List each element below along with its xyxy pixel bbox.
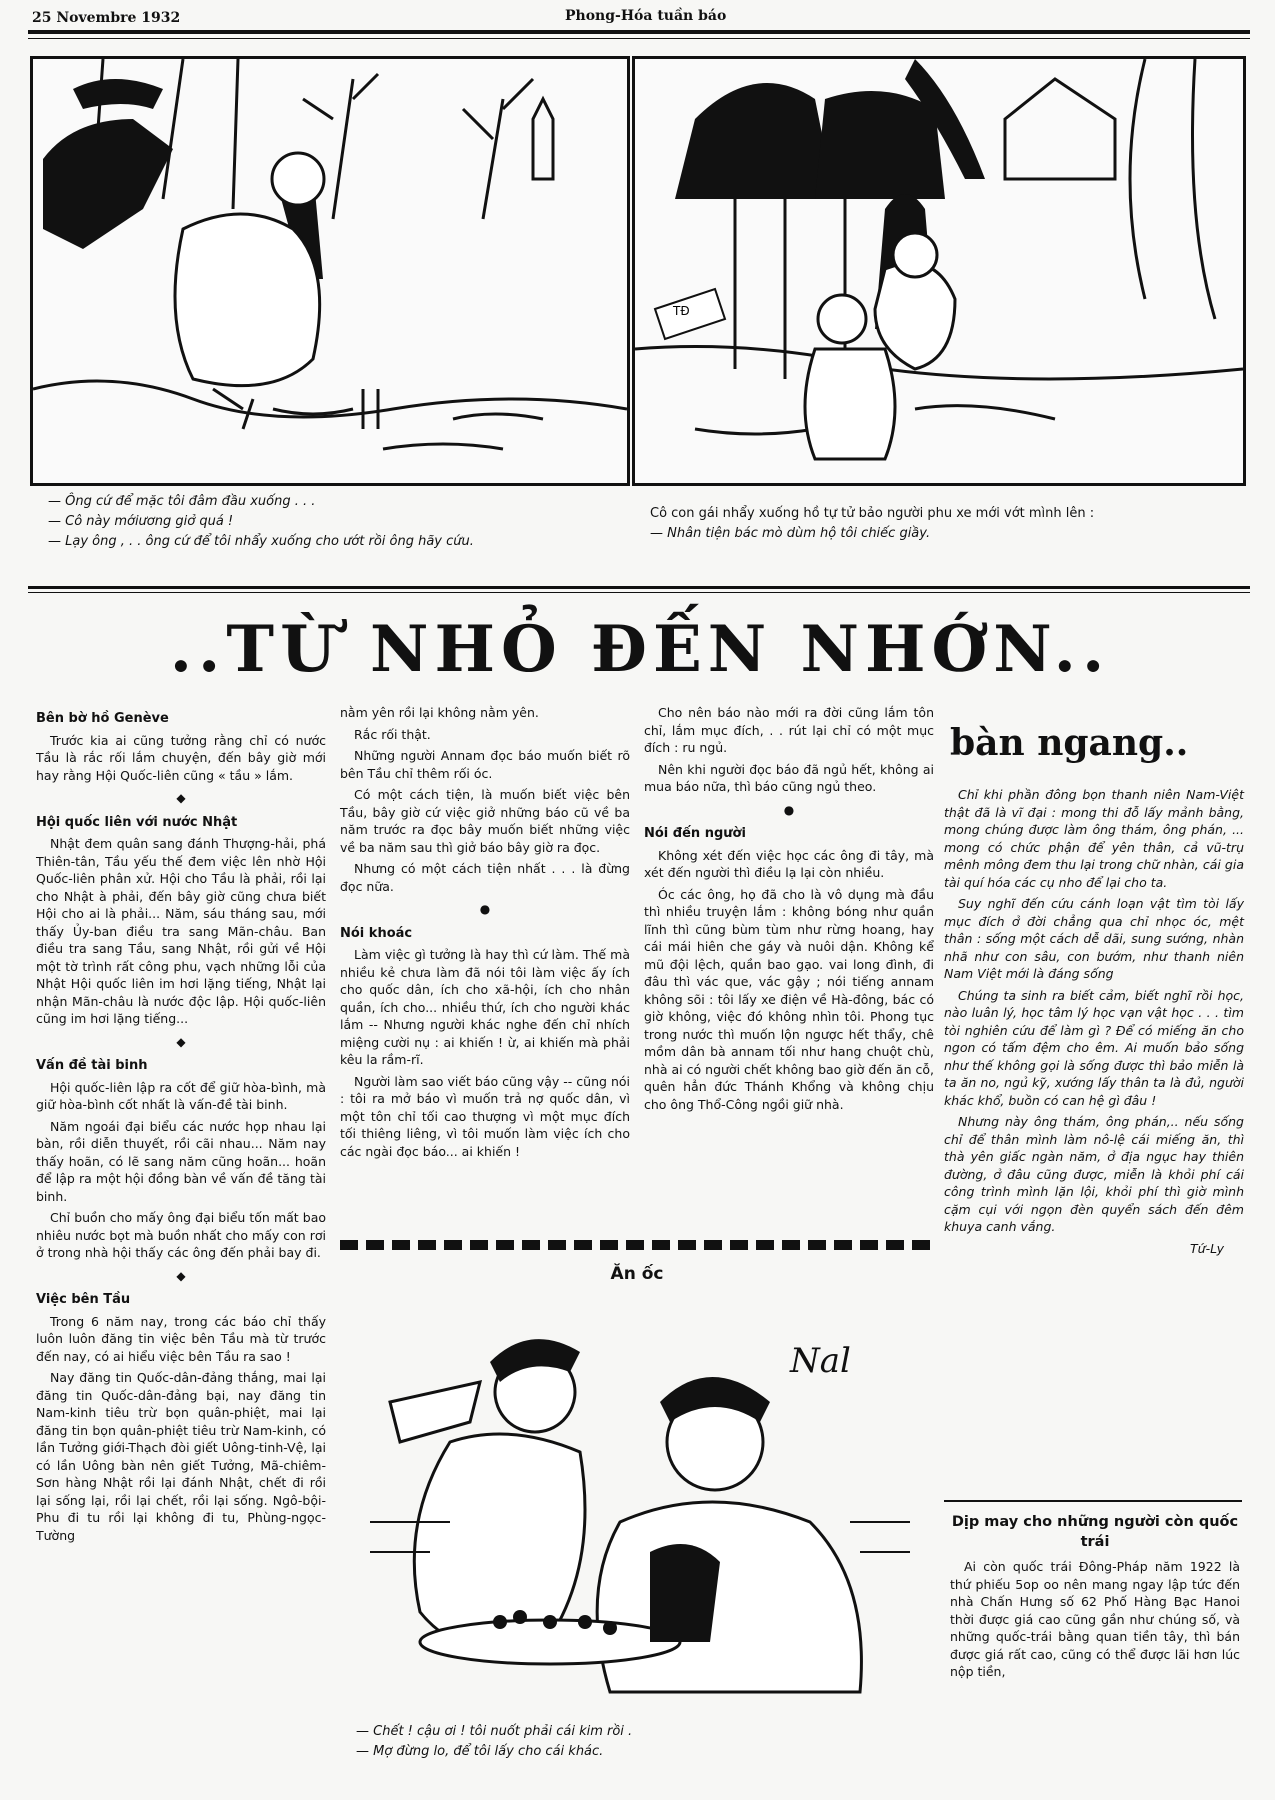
col1-para: Trong 6 năm nay, trong các báo chỉ thấy luôn luôn đăng tin việc bên Tầu mà từ trước đến nay, có ai hiểu việc bên Tầu ra sao ! [36,1313,326,1364]
col4-para: Suy nghĩ đến cứu cánh loạn vật tìm tòi lấy mục đích ở đời chẳng qua chỉ nhọc óc, mệt thân : sống một cách dễ dãi, sung sướng, nhàn nhã như con sâu, con bướm, như thanh niên Nam Việt mới là đáng sống [944,896,1244,981]
col4-para: Chúng ta sinh ra biết cảm, biết nghĩ rồi học, nào luân lý, học tâm lý học vạn vật học . . . tìm tòi nghiên cứu để làm gì ? Để có miếng ăn cho ngon có tấm đệm cho êm. Ai muốn bảo sống như thế không gọi là sống được thì bảo miễn là ta ăn no, ngủ kỹ, xướng lấy thân ta là đủ, người khác khổ, buồn có can hệ gì đâu ! [944,987,1244,1108]
cartoon-bottom-panel [350,1292,930,1710]
column-2 [340,704,630,1164]
section-rule-thin [28,592,1250,593]
column-4 [944,720,1244,1257]
col1-para: Năm ngoái đại biểu các nước họp nhau lại bàn, rồi diễn thuyết, rồi cãi nhau... Năm nay thấy hoãn, có lẽ sang năm cũng hoãn... hoãn để lập ra một hội đồng bàn về vấn đề tăng tài binh. [36,1118,326,1204]
col1-para: Nay đăng tin Quốc-dân-đảng thắng, mai lại đăng tin Quốc-dân-đảng bại, nay đăng tin Nam-kinh tiêu trừ bọn quân-phiệt, mai lại đăng tin bọn quân-phiệt tiêu trừ Nam-kinh, có lần Tưởng giới-Thạch đòi giết Uông-tinh-Vệ, lại có lần Uông bàn nên giết Tưởng, Mã-chiêm-Sơn hàng Nhật rồi lại đánh Nhật, chết đi rồi lại sống lại, rồi lại chết, rồi lại sống. Ngô-bội-Phu đi tu rồi lại không đi tu, Phùng-ngọc-Tường [36,1370,326,1543]
col2-para: Những người Annam đọc báo muốn biết rõ bên Tầu chỉ thêm rối óc. [340,748,630,781]
col1-heading-3: Vấn đề tài binh [36,1058,148,1073]
col1-heading-2: Hội quốc liên với nước Nhật [36,814,238,830]
col1-para: Nhật đem quân sang đánh Thượng-hải, phá Thiên-tân, Tầu yếu thế đem việc lên nhờ Hội Quốc-liên phân xử. Hội cho Tầu là phải, rồi lại cho Nhật à phải, đến bây giờ cũng chưa biết Hội cho ai là phải... Năm, sáu tháng sau, mới thấy Ủy-ban điều tra sang Mãn-châu. Ban điều tra sang Tầu, sang Nhật, rồi gửi về Hội một tờ trình rất công phu, vạch những lỗi của Nhật Hội quốc liên im hơi lặng tiếng, Nhật lại nhận Mãn-châu là nước độc lập. Hội quốc-liên cũng im hơi lặng tiếng... [36,836,326,1026]
col4-title: bàn ngang.. [950,722,1189,764]
col2-para: Rắc rối thật. [354,726,431,742]
ornament-diamond: ◆ [176,1268,186,1283]
ornament-diamond: ◆ [176,1034,186,1049]
header-date: 25 Novembre 1932 [32,10,181,26]
cartoon-right-drawing [635,59,1243,483]
col3-para: Cho nên báo nào mới ra đời cũng lắm tôn chỉ, lắm mục đích, . . rút lại chỉ có một mục đích : ru ngủ. [644,705,934,755]
cartoon-right-caption-line-1: Cô con gái nhẩy xuống hồ tự tử bảo người phu xe mới vớt mình lên : [650,506,1095,521]
dashed-divider [340,1240,934,1250]
col3-heading-1: Nói đến người [644,826,746,841]
cartoon-bottom-caption-line-1: — Chết ! cậu ơi ! tôi nuốt phải cái kim rồi . [356,1724,633,1739]
col3-para: Không xét đến việc học các ông đi tây, mà xét đến người thì điều lạ lại còn nhiều. [644,847,934,880]
col1-heading-1: Bên bờ hồ Genève [36,711,169,726]
section-rule [28,586,1250,589]
cartoon-left-panel [30,56,630,486]
col2-para: Có một cách tiện, là muốn biết việc bên Tầu, bây giờ cứ việc giở những báo cũ về ba năm trước ra đọc bây muốn biết những việc về ba năm sau thì giở báo bây giờ ra đọc. [340,787,630,855]
col1-para: Hội quốc-liên lập ra cốt để giữ hòa-bình, mà giữ hòa-bình cốt nhất là vấn-đề tài binh. [36,1079,326,1112]
col4-signature: Tứ-Ly [1190,1240,1224,1256]
col2-para: Nhưng có một cách tiện nhất . . . là đừng đọc nữa. [340,861,630,894]
ad-para: Ai còn quốc trái Đông-Pháp năm 1922 là thứ phiếu 5op oo nên mang ngay lập tức đến nhà Chấn Hưng số 62 Phố Hàng Bạc Hanoi thời được giá cao cũng gần như chúng số, và những quốc-trái bằng quan tiền tây, thì bán được giá rất cao, cũng có thể được lãi hơn lúc nộp tiền, [950,1559,1240,1679]
ad-title: Dịp may cho những người còn quốc trái [951,1514,1239,1550]
ornament-circle: ● [479,902,491,916]
cartoon-left-caption-line-1: — Ông cứ để mặc tôi đâm đầu xuống . . . [48,494,316,509]
cartoon-bottom-artist-signature: Nal [790,1341,851,1381]
cartoon-right-hat-label: TĐ [673,304,690,318]
cartoon-bottom-drawing [350,1292,930,1710]
col1-para: Chỉ buồn cho mấy ông đại biểu tốn mất bao nhiêu nước bọt mà buồn nhất cho mấy con rơi ở trong nhà hội thấy các ông đến phải bay đi. [36,1210,326,1260]
col4-divider [944,1500,1242,1502]
column-3 [644,704,934,1117]
col2-para: nằm yên rồi lại không nằm yên. [340,705,539,720]
header-rule [28,30,1250,34]
cartoon-right-caption [650,504,1240,544]
ad-box [950,1512,1240,1685]
col3-para: Óc các ông, họ đã cho là vô dụng mà đầu thì nhiều truyện lắm : không bóng như quần lĩnh thì cũng bùm tùm như rừng hoang, hay cái mái hiên che gáy và nuôi dận. Không kể mũ đội lệch, quần bao gạo. vai long đình, đi đâu thì vác que, vác gậy ; nói tiếng annam không sõi : tôi lấy xe điện về Hà-đông, bác có giờ không, việc đó không nhìn tôi. Phong tục trong nước thì muốn lộn ngược hết thẩy, chê mồm dân bà annam tối như hang chuột chù, nhà ai có người chết không bao giờ đến ăn cỗ, quên hẳn đức Thánh Khổng và không chịu cho ông Thổ-Công ngồi giữ nhà. [644,886,934,1112]
ornament-diamond: ◆ [176,791,186,805]
cartoon-bottom-caption-line-2: — Mợ đừng lo, để tôi lấy cho cái khác. [356,1744,604,1759]
cartoon-bottom-caption [356,1722,926,1762]
col2-heading-1: Nói khoác [340,925,413,941]
header-rule-thin [28,38,1250,39]
cartoon-right-hat [655,289,725,339]
cartoon-right-caption-line-2: — Nhân tiện bác mò dùm hộ tôi chiếc giầy. [650,526,931,541]
col2-para: Người làm sao viết báo cũng vậy -- cũng nói : tôi ra mở báo vì muốn trả nợ quốc dân, vì một tôn chỉ tối cao thượng vì một mục đích tối thiêng liêng, vì tôi muốn làm việc ích cho các ngài đọc báo... ai khiến ! [340,1073,630,1159]
ornament-circle: ● [783,802,795,817]
cartoon-left-caption-line-2: — Cô này mớiương giở quá ! [48,514,234,529]
col4-para: Nhưng này ông thám, ông phán,.. nếu sống chỉ để thân mình làm nô-lệ cái miếng ăn, thì thà yên giấc ngàn năm, ở địa ngục hay thiên đường, ở đâu cũng được, miễn là khỏi phí cái công trình mình lặn lội, khỏi phí thì giờ mình cặm cụi với ngọn đèn quyển sách đến đêm khuya canh vắng. [944,1114,1244,1234]
cartoon-left-drawing [33,59,627,483]
col1-para: Trước kia ai cũng tưởng rằng chỉ có nước Tầu là rắc rối lắm chuyện, đến bây giờ mới hay rằng Hội Quốc-liên cũng « tầu » lắm. [36,732,326,783]
col3-para: Nên khi người đọc báo đã ngủ hết, không ai mua báo nữa, thì báo cũng ngủ theo. [644,761,934,794]
cartoon-left-caption [48,492,618,552]
cartoon-left-caption-line-3: — Lạy ông , . . ông cứ để tôi nhẩy xuống cho ướt rồi ông hãy cứu. [48,534,474,549]
cartoon-bottom-title: Ăn ốc [610,1264,664,1284]
col2-para: Làm việc gì tưởng là hay thì cứ làm. Thế mà nhiều kẻ chưa làm đã nói tôi làm việc ấy ích cho quốc dân, ích cho xã-hội, ích cho nhân quần, ích cho... nhiều thứ, ích cho người khác lắm -- Nhưng người khác nghe đến chỉ nhích miệng cười nụ : ai khiến ! ừ, ai khiến mà phải kêu la rầm-rĩ. [340,947,630,1067]
col1-heading-4: Việc bên Tầu [36,1292,131,1307]
col4-para: Chỉ khi phần đông bọn thanh niên Nam-Việt thật đã là vĩ đại : mong thi đỗ lấy mảnh bằng, mong chúng được làm ông thám, ông phán, ... mong có chức phận để yên thân, cả vũ-trụ mênh mông đem thu lại trong chữ nhàn, cái gia tài quí hóa các cụ nho để lại cho ta. [944,787,1244,890]
column-1 [36,710,326,1548]
main-title: ..TỪ NHỎ ĐẾN NHỚN.. [169,612,1111,687]
header-paper-name: Phong-Hóa tuần báo [565,8,727,24]
cartoon-right-panel [632,56,1246,486]
